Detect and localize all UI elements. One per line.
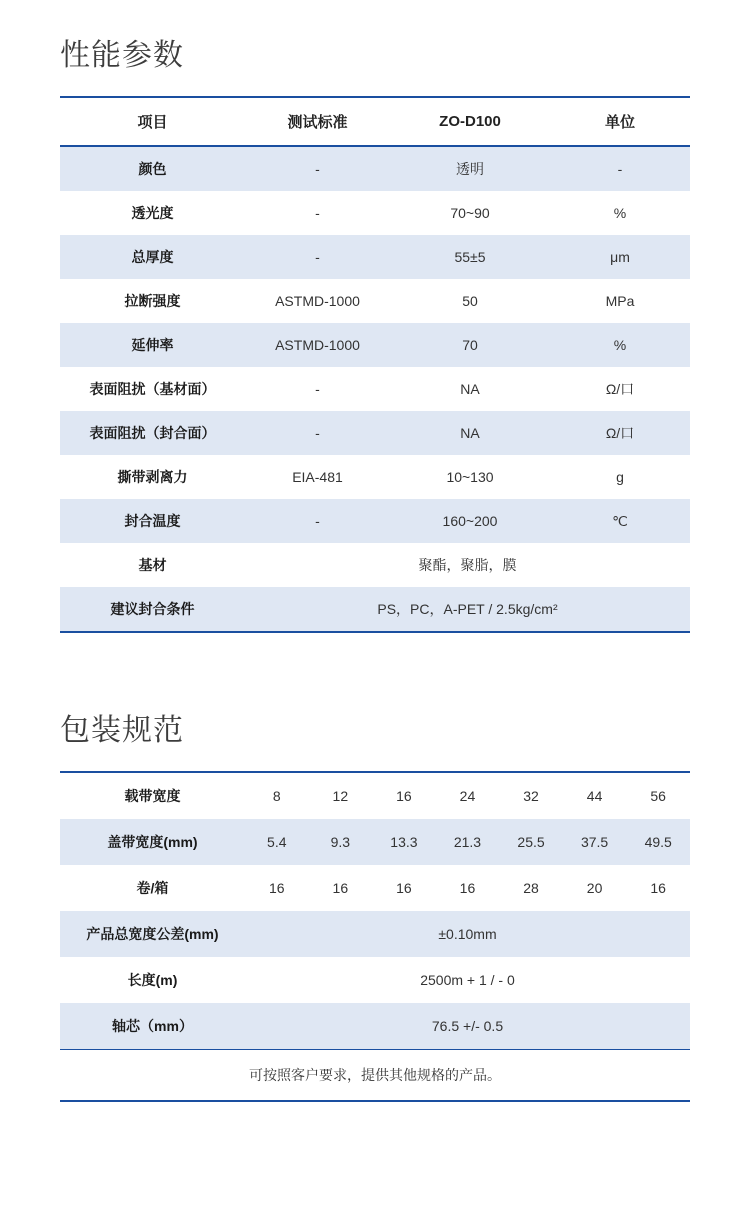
- pack-row-label: 卷/箱: [60, 865, 245, 911]
- spec-row-label: 拉断强度: [60, 279, 245, 323]
- pack-row-label: 轴芯（mm）: [60, 1003, 245, 1050]
- document-page: [0, 30, 750, 1152]
- pack-cell: 24: [436, 772, 500, 819]
- pack-row-label: 长度(m): [60, 957, 245, 1003]
- spec-row-value: 10~130: [390, 455, 550, 499]
- spec-header-model: ZO-D100: [390, 97, 550, 146]
- table-row: [60, 911, 690, 957]
- spec-row-label: 表面阻扰（封合面）: [60, 411, 245, 455]
- pack-cell: 16: [372, 865, 436, 911]
- spec-table-body: [60, 146, 690, 632]
- spec-table-head: [60, 97, 690, 146]
- pack-cell: 9.3: [309, 819, 373, 865]
- packaging-specification-table: [60, 771, 690, 1102]
- spec-section-title: 性能参数: [60, 39, 184, 72]
- pack-cell: 21.3: [436, 819, 500, 865]
- spec-row-value: 70: [390, 323, 550, 367]
- table-row: [60, 772, 690, 819]
- pack-cell: 5.4: [245, 819, 309, 865]
- pack-cell: ±0.10mm: [245, 911, 690, 957]
- table-row: [60, 543, 690, 587]
- pack-table-body: [60, 772, 690, 1101]
- table-row: [60, 499, 690, 543]
- pack-row-label: 载带宽度: [60, 772, 245, 819]
- table-row: [60, 1050, 690, 1102]
- table-row: [60, 1003, 690, 1050]
- pack-cell: 28: [499, 865, 563, 911]
- pack-cell: 32: [499, 772, 563, 819]
- pack-cell: 16: [309, 865, 373, 911]
- spec-row-standard: ASTMD-1000: [245, 323, 390, 367]
- pack-cell: 16: [245, 865, 309, 911]
- spec-header-item: 项目: [60, 97, 245, 146]
- performance-parameters-table: [60, 96, 690, 633]
- table-row: [60, 865, 690, 911]
- section-spacer: [60, 633, 690, 675]
- spec-row-unit: ℃: [550, 499, 690, 543]
- pack-cell: 76.5 +/- 0.5: [245, 1003, 690, 1050]
- spec-row-value: 160~200: [390, 499, 550, 543]
- pack-cell: 49.5: [626, 819, 690, 865]
- spec-row-unit: Ω/口: [550, 367, 690, 411]
- pack-cell: 16: [626, 865, 690, 911]
- spec-row-label: 基材: [60, 543, 245, 587]
- table-row: [60, 323, 690, 367]
- pack-row-label: 产品总宽度公差(mm): [60, 911, 245, 957]
- pack-cell: 16: [372, 772, 436, 819]
- spec-row-unit: μm: [550, 235, 690, 279]
- table-row: [60, 279, 690, 323]
- spec-row-label: 延伸率: [60, 323, 245, 367]
- pack-cell: 2500m + 1 / - 0: [245, 957, 690, 1003]
- pack-cell: 8: [245, 772, 309, 819]
- pack-cell: 56: [626, 772, 690, 819]
- pack-row-label: 盖带宽度(mm): [60, 819, 245, 865]
- spec-row-unit: Ω/口: [550, 411, 690, 455]
- spec-row-standard: ASTMD-1000: [245, 279, 390, 323]
- table-row: [60, 367, 690, 411]
- spec-row-label: 建议封合条件: [60, 587, 245, 632]
- spec-row-value: NA: [390, 367, 550, 411]
- pack-cell: 37.5: [563, 819, 627, 865]
- spec-row-standard: -: [245, 191, 390, 235]
- spec-row-label: 颜色: [60, 146, 245, 191]
- pack-cell: 16: [436, 865, 500, 911]
- bottom-padding: [60, 1102, 690, 1152]
- packaging-section-title: 包装规范: [60, 714, 184, 747]
- spec-row-standard: -: [245, 411, 390, 455]
- table-row: [60, 957, 690, 1003]
- spec-row-standard: -: [245, 499, 390, 543]
- spec-row-standard: -: [245, 367, 390, 411]
- spec-header-row: [60, 97, 690, 146]
- table-row: [60, 235, 690, 279]
- spec-row-unit: -: [550, 146, 690, 191]
- pack-cell: 13.3: [372, 819, 436, 865]
- pack-cell: 25.5: [499, 819, 563, 865]
- spec-row-unit: %: [550, 323, 690, 367]
- spec-header-standard: 测试标准: [245, 97, 390, 146]
- spec-header-unit: 单位: [550, 97, 690, 146]
- table-row: [60, 587, 690, 632]
- spec-row-standard: -: [245, 235, 390, 279]
- spec-row-value: 55±5: [390, 235, 550, 279]
- table-row: [60, 191, 690, 235]
- spec-row-value: PS，PC，A-PET / 2.5kg/cm²: [245, 587, 690, 632]
- spec-row-unit: g: [550, 455, 690, 499]
- packaging-note: 可按照客户要求，提供其他规格的产品。: [60, 1050, 690, 1102]
- pack-cell: 12: [309, 772, 373, 819]
- spec-row-label: 撕带剥离力: [60, 455, 245, 499]
- spec-row-label: 封合温度: [60, 499, 245, 543]
- spec-row-value: NA: [390, 411, 550, 455]
- spec-row-value: 50: [390, 279, 550, 323]
- spec-row-unit: MPa: [550, 279, 690, 323]
- spec-row-label: 总厚度: [60, 235, 245, 279]
- spec-row-unit: %: [550, 191, 690, 235]
- spec-row-value: 透明: [390, 146, 550, 191]
- spec-row-value: 聚酯，聚脂，膜: [245, 543, 690, 587]
- spec-row-standard: EIA-481: [245, 455, 390, 499]
- table-row: [60, 455, 690, 499]
- spec-row-label: 透光度: [60, 191, 245, 235]
- table-row: [60, 146, 690, 191]
- spec-row-label: 表面阻扰（基材面）: [60, 367, 245, 411]
- table-row: [60, 819, 690, 865]
- table-row: [60, 411, 690, 455]
- pack-cell: 44: [563, 772, 627, 819]
- pack-cell: 20: [563, 865, 627, 911]
- spec-row-standard: -: [245, 146, 390, 191]
- spec-row-value: 70~90: [390, 191, 550, 235]
